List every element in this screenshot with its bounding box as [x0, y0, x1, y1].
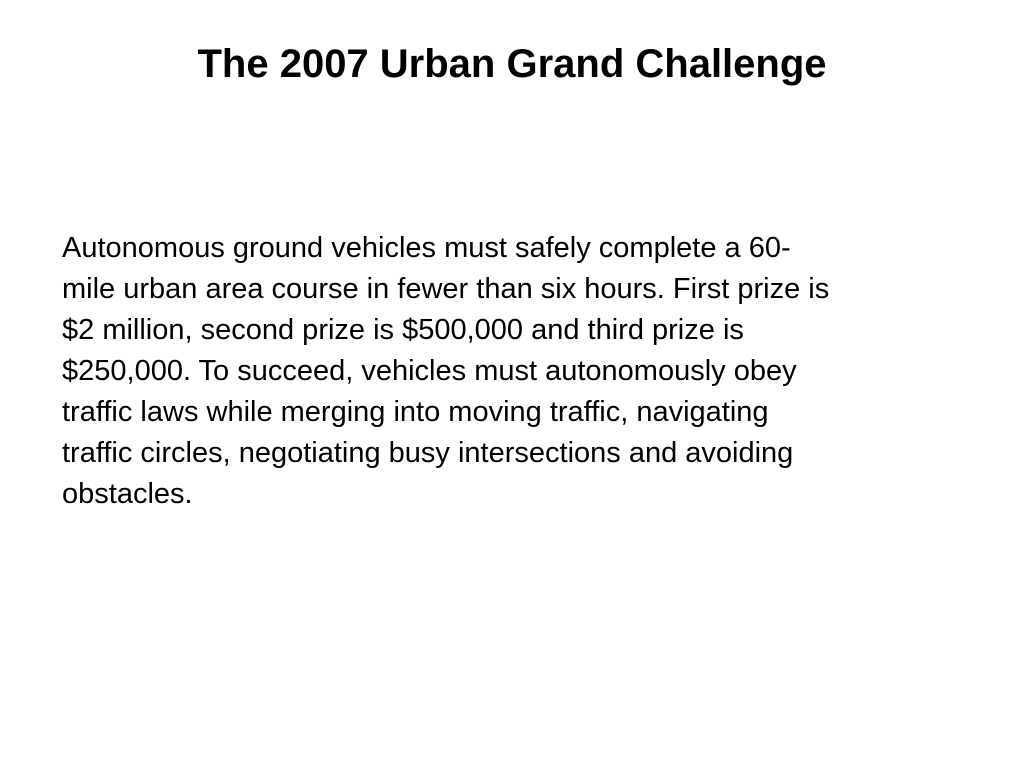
body-line: obstacles.	[62, 478, 193, 510]
body-line: $2 million, second prize is $500,000 and third prize is	[62, 314, 744, 346]
body-line: traffic circles, negotiating busy intersections and avoiding	[62, 437, 794, 469]
body-line: $250,000. To succeed, vehicles must autonomously obey	[62, 355, 797, 387]
body-line: mile urban area course in fewer than six hours. First prize is	[62, 273, 830, 305]
body-line: Autonomous ground vehicles must safely complete a 60-	[62, 232, 791, 264]
body-line: traffic laws while merging into moving traffic, navigating	[62, 396, 769, 428]
slide-body-paragraph	[62, 228, 982, 515]
slide-title: The 2007 Urban Grand Challenge	[197, 42, 827, 86]
